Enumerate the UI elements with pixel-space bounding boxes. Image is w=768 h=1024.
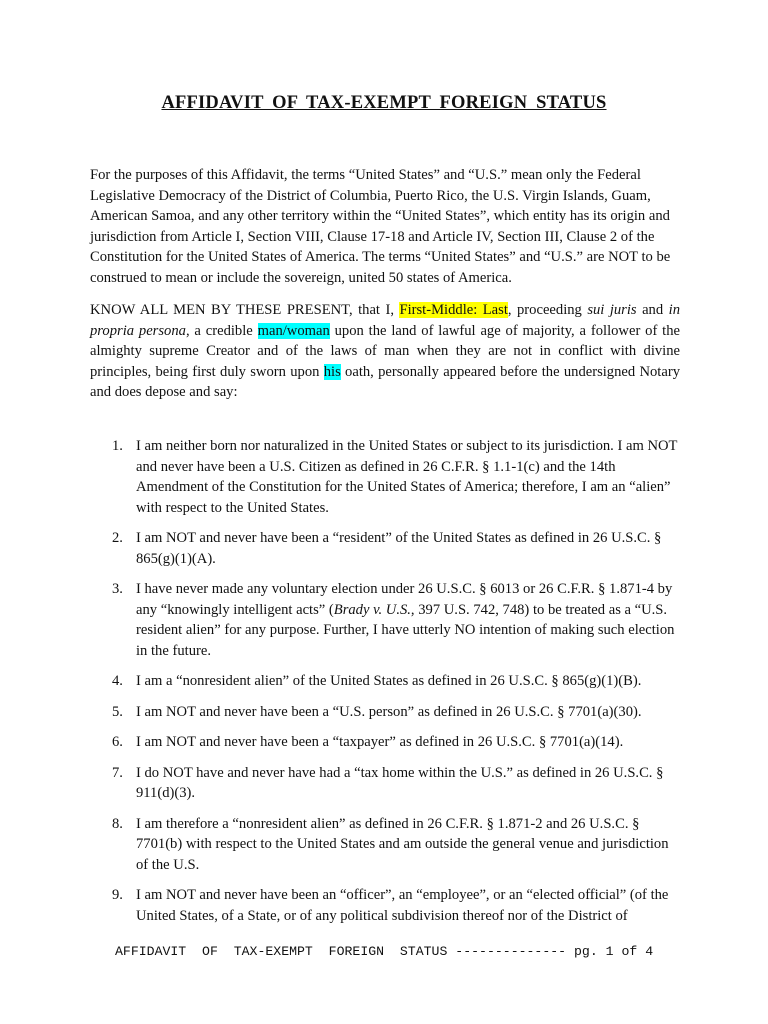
item-number: 8. <box>112 815 123 832</box>
affidavit-statements-list <box>90 436 680 936</box>
list-item <box>112 885 680 926</box>
item-number: 9. <box>112 887 123 903</box>
list-item <box>112 814 680 876</box>
definitions-paragraph: For the purposes of this Affidavit, the terms “United States” and “U.S.” mean only the Federal Legislative Democracy of the District of Columbia, Puerto Rico, the U.S. Virgin Islands, Guam, American Samoa, and any other territory within the “United States”, which entity has its origin and jurisdiction from Article I, Section VIII, Clause 17-18 and Article IV, Section III, Clause 2 of the Constitution for the United States of America. The terms “United States” and “U.S.” are NOT to be construed to mean or include the sovereign, united 50 states of America. <box>90 167 671 286</box>
item-number: 7. <box>112 764 123 781</box>
item-text: I am NOT and never have been a “U.S. person” as defined in 26 U.S.C. § 7701(a)(30). <box>136 703 642 720</box>
item-text: I am therefore a “nonresident alien” as defined in 26 C.F.R. § 1.871-2 and 26 U.S.C. § 7701(b) with respect to the United States and am outside the general venue and jurisdiction of the U.S. <box>136 815 669 873</box>
gender-placeholder: man/woman <box>257 322 330 339</box>
item-text: I am a “nonresident alien” of the United States as defined in 26 U.S.C. § 865(g)(1)(B). <box>136 673 642 689</box>
declaration-text: , proceeding <box>507 302 588 318</box>
name-placeholder: First-Middle: Last <box>399 302 508 318</box>
sui-juris-term: sui juris <box>587 302 637 318</box>
item-text: I am neither born nor naturalized in the United States or subject to its jurisdiction. I am NOT and never have been a U.S. Citizen as defined in 26 C.F.R. § 1.1-1(c) and the 14th Amendment of the Constitution for the United States of America; therefore, I am an “alien” with respect to the United States. <box>136 438 678 516</box>
propria-persona-term: in propria persona <box>90 302 680 339</box>
declaration-paragraph <box>90 300 680 403</box>
item-number: 6. <box>112 734 123 750</box>
item-number: 3. <box>112 581 123 597</box>
list-item <box>112 732 680 753</box>
declaration-text: , a credible <box>185 322 258 339</box>
list-item <box>112 436 680 518</box>
item-number: 1. <box>112 438 123 454</box>
declaration-text: and <box>636 302 669 318</box>
list-item <box>112 528 680 569</box>
declaration-text: KNOW ALL MEN BY THESE PRESENT, that I, <box>90 302 400 318</box>
list-item <box>112 671 680 692</box>
declaration-text: upon the land of lawful age of majority, a follower of the almighty supreme Creator and of the laws of man when they are not in conflict with divine principles, being first duly sworn upon <box>90 322 680 380</box>
item-number: 2. <box>112 530 123 546</box>
item-text: , 397 U.S. 742, 748) to be treated as a “U.S. resident alien” for any purpose. Further, I have utterly NO intention of making such election in the future. <box>136 601 675 659</box>
document-title: AFFIDAVIT OF TAX-EXEMPT FOREIGN STATUS <box>161 93 607 113</box>
item-number: 5. <box>112 703 123 720</box>
item-text: I am NOT and never have been a “taxpayer” as defined in 26 U.S.C. § 7701(a)(14). <box>136 734 624 750</box>
item-text: I have never made any voluntary election under 26 U.S.C. § 6013 or 26 C.F.R. § 1.871-4 by any “knowingly intelligent acts” ( <box>136 581 673 618</box>
list-item <box>112 763 680 804</box>
item-number: 4. <box>112 673 123 689</box>
item-text: I am NOT and never have been a “resident” of the United States as defined in 26 U.S.C. § 865(g)(1)(A). <box>136 530 662 567</box>
declaration-text: oath, personally appeared before the undersigned Notary and does depose and say: <box>90 363 681 400</box>
list-item <box>112 579 680 661</box>
list-item <box>112 702 680 723</box>
page-footer: AFFIDAVIT OF TAX-EXEMPT FOREIGN STATUS -------------- pg. 1 of 4 <box>115 944 654 959</box>
item-text: I do NOT have and never have had a “tax home within the U.S.” as defined in 26 U.S.C. § 911(d)(3). <box>136 764 664 801</box>
item-text: I am NOT and never have been an “officer”, an “employee”, or an “elected official” (of the United States, of a State, or of any political subdivision thereof nor of the District of <box>136 887 669 924</box>
case-citation: Brady v. U.S. <box>333 601 411 618</box>
pronoun-placeholder: his <box>323 363 341 380</box>
